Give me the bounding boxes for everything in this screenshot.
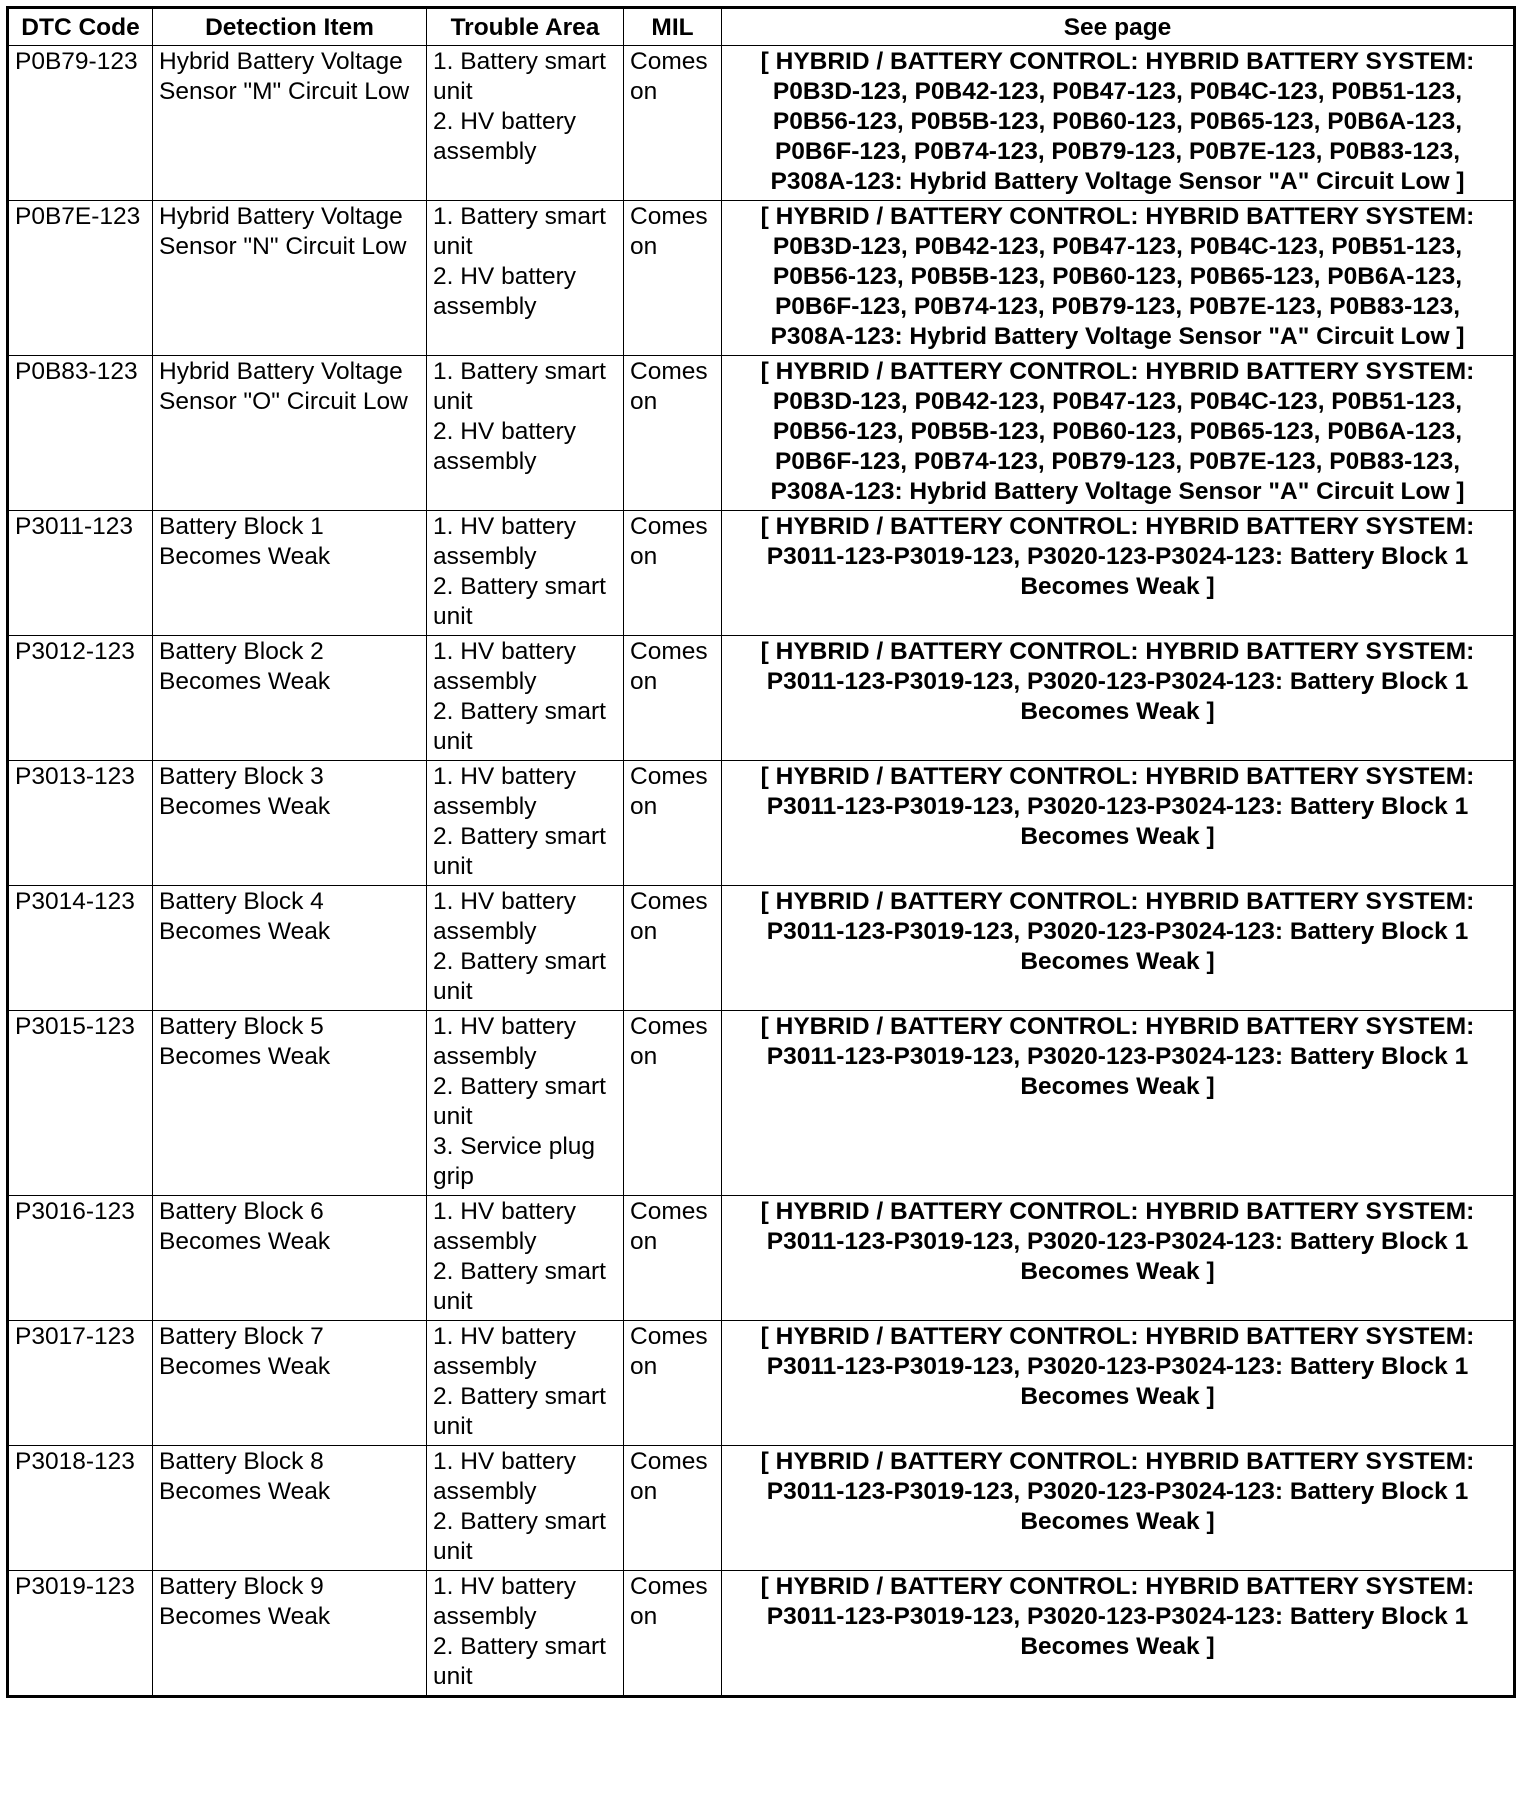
header-see-page: See page <box>722 8 1515 46</box>
trouble-area-item: 1. HV battery assembly <box>433 1448 576 1505</box>
trouble-area-cell <box>427 1196 624 1321</box>
see-page-cell: [ HYBRID / BATTERY CONTROL: HYBRID BATTERY SYSTEM: P0B3D-123, P0B42-123, P0B47-123, P0B4C-123, P0B51-123, P0B56-123, P0B5B-123, P0B60-123, P0B65-123, P0B6A-123, P0B6F-123, P0B74-123, P0B79-123, P0B7E-123, P0B83-123, P308A-123: Hybrid Battery Voltage Sensor "A" Circuit Low ] <box>722 356 1515 511</box>
detection-item-cell: Battery Block 5 Becomes Weak <box>153 1011 427 1196</box>
mil-cell: Comes on <box>624 201 722 356</box>
detection-item-cell: Battery Block 8 Becomes Weak <box>153 1446 427 1571</box>
trouble-area-cell <box>427 46 624 201</box>
trouble-area-item: 2. Battery smart unit <box>433 1633 606 1690</box>
mil-cell: Comes on <box>624 1321 722 1446</box>
table-row <box>8 886 1515 1011</box>
dtc-code-cell: P0B79-123 <box>8 46 153 201</box>
table-row <box>8 511 1515 636</box>
detection-item-cell: Battery Block 9 Becomes Weak <box>153 1571 427 1697</box>
trouble-area-item: 2. Battery smart unit <box>433 823 606 880</box>
header-detection-item: Detection Item <box>153 8 427 46</box>
trouble-area-item: 1. HV battery assembly <box>433 1573 576 1630</box>
trouble-area-item: 3. Service plug grip <box>433 1133 596 1190</box>
dtc-code-cell: P0B83-123 <box>8 356 153 511</box>
trouble-area-item: 2. Battery smart unit <box>433 573 606 630</box>
trouble-area-cell <box>427 511 624 636</box>
trouble-area-item: 2. Battery smart unit <box>433 1508 606 1565</box>
see-page-cell: [ HYBRID / BATTERY CONTROL: HYBRID BATTERY SYSTEM: P3011-123-P3019-123, P3020-123-P3024-123: Battery Block 1 Becomes Weak ] <box>722 1571 1515 1697</box>
dtc-code-cell: P3014-123 <box>8 886 153 1011</box>
dtc-table-container <box>6 6 1513 1698</box>
table-row <box>8 356 1515 511</box>
trouble-area-item: 1. HV battery assembly <box>433 1323 576 1380</box>
table-row <box>8 1011 1515 1196</box>
trouble-area-cell <box>427 1011 624 1196</box>
mil-cell: Comes on <box>624 1446 722 1571</box>
trouble-area-cell <box>427 1571 624 1697</box>
trouble-area-item: 2. Battery smart unit <box>433 1383 606 1440</box>
table-row <box>8 1571 1515 1697</box>
header-trouble-area: Trouble Area <box>427 8 624 46</box>
dtc-code-cell: P3016-123 <box>8 1196 153 1321</box>
detection-item-cell: Battery Block 4 Becomes Weak <box>153 886 427 1011</box>
table-row <box>8 46 1515 201</box>
trouble-area-cell <box>427 1446 624 1571</box>
trouble-area-item: 1. Battery smart unit <box>433 48 606 105</box>
header-mil: MIL <box>624 8 722 46</box>
see-page-cell: [ HYBRID / BATTERY CONTROL: HYBRID BATTERY SYSTEM: P3011-123-P3019-123, P3020-123-P3024-123: Battery Block 1 Becomes Weak ] <box>722 636 1515 761</box>
header-dtc-code: DTC Code <box>8 8 153 46</box>
detection-item-cell: Battery Block 6 Becomes Weak <box>153 1196 427 1321</box>
dtc-table <box>6 6 1516 1698</box>
mil-cell: Comes on <box>624 356 722 511</box>
mil-cell: Comes on <box>624 511 722 636</box>
dtc-code-cell: P3012-123 <box>8 636 153 761</box>
trouble-area-item: 2. Battery smart unit <box>433 698 606 755</box>
detection-item-cell: Hybrid Battery Voltage Sensor "O" Circuit Low <box>153 356 427 511</box>
mil-cell: Comes on <box>624 636 722 761</box>
trouble-area-item: 1. HV battery assembly <box>433 513 576 570</box>
trouble-area-item: 1. HV battery assembly <box>433 1198 576 1255</box>
see-page-cell: [ HYBRID / BATTERY CONTROL: HYBRID BATTERY SYSTEM: P0B3D-123, P0B42-123, P0B47-123, P0B4C-123, P0B51-123, P0B56-123, P0B5B-123, P0B60-123, P0B65-123, P0B6A-123, P0B6F-123, P0B74-123, P0B79-123, P0B7E-123, P0B83-123, P308A-123: Hybrid Battery Voltage Sensor "A" Circuit Low ] <box>722 201 1515 356</box>
see-page-cell: [ HYBRID / BATTERY CONTROL: HYBRID BATTERY SYSTEM: P3011-123-P3019-123, P3020-123-P3024-123: Battery Block 1 Becomes Weak ] <box>722 511 1515 636</box>
trouble-area-item: 2. Battery smart unit <box>433 1258 606 1315</box>
dtc-code-cell: P3018-123 <box>8 1446 153 1571</box>
table-row <box>8 1321 1515 1446</box>
dtc-code-cell: P3019-123 <box>8 1571 153 1697</box>
trouble-area-item: 1. HV battery assembly <box>433 763 576 820</box>
dtc-code-cell: P0B7E-123 <box>8 201 153 356</box>
mil-cell: Comes on <box>624 761 722 886</box>
table-row <box>8 636 1515 761</box>
trouble-area-item: 1. Battery smart unit <box>433 358 606 415</box>
trouble-area-cell <box>427 1321 624 1446</box>
dtc-code-cell: P3017-123 <box>8 1321 153 1446</box>
dtc-code-cell: P3011-123 <box>8 511 153 636</box>
dtc-code-cell: P3015-123 <box>8 1011 153 1196</box>
see-page-cell: [ HYBRID / BATTERY CONTROL: HYBRID BATTERY SYSTEM: P3011-123-P3019-123, P3020-123-P3024-123: Battery Block 1 Becomes Weak ] <box>722 1321 1515 1446</box>
see-page-cell: [ HYBRID / BATTERY CONTROL: HYBRID BATTERY SYSTEM: P3011-123-P3019-123, P3020-123-P3024-123: Battery Block 1 Becomes Weak ] <box>722 1196 1515 1321</box>
detection-item-cell: Battery Block 1 Becomes Weak <box>153 511 427 636</box>
trouble-area-item: 2. HV battery assembly <box>433 263 576 320</box>
detection-item-cell: Battery Block 7 Becomes Weak <box>153 1321 427 1446</box>
detection-item-cell: Battery Block 3 Becomes Weak <box>153 761 427 886</box>
trouble-area-item: 2. Battery smart unit <box>433 948 606 1005</box>
table-row <box>8 1446 1515 1571</box>
trouble-area-cell <box>427 636 624 761</box>
detection-item-cell: Hybrid Battery Voltage Sensor "M" Circuit Low <box>153 46 427 201</box>
table-row <box>8 1196 1515 1321</box>
table-body <box>8 46 1515 1697</box>
table-row <box>8 201 1515 356</box>
mil-cell: Comes on <box>624 1196 722 1321</box>
mil-cell: Comes on <box>624 886 722 1011</box>
trouble-area-cell <box>427 761 624 886</box>
table-header-row <box>8 8 1515 46</box>
trouble-area-item: 2. Battery smart unit <box>433 1073 606 1130</box>
trouble-area-item: 2. HV battery assembly <box>433 418 576 475</box>
see-page-cell: [ HYBRID / BATTERY CONTROL: HYBRID BATTERY SYSTEM: P3011-123-P3019-123, P3020-123-P3024-123: Battery Block 1 Becomes Weak ] <box>722 886 1515 1011</box>
see-page-cell: [ HYBRID / BATTERY CONTROL: HYBRID BATTERY SYSTEM: P0B3D-123, P0B42-123, P0B47-123, P0B4C-123, P0B51-123, P0B56-123, P0B5B-123, P0B60-123, P0B65-123, P0B6A-123, P0B6F-123, P0B74-123, P0B79-123, P0B7E-123, P0B83-123, P308A-123: Hybrid Battery Voltage Sensor "A" Circuit Low ] <box>722 46 1515 201</box>
dtc-code-cell: P3013-123 <box>8 761 153 886</box>
mil-cell: Comes on <box>624 1011 722 1196</box>
trouble-area-cell <box>427 201 624 356</box>
trouble-area-item: 1. HV battery assembly <box>433 888 576 945</box>
trouble-area-item: 1. HV battery assembly <box>433 1013 576 1070</box>
see-page-cell: [ HYBRID / BATTERY CONTROL: HYBRID BATTERY SYSTEM: P3011-123-P3019-123, P3020-123-P3024-123: Battery Block 1 Becomes Weak ] <box>722 761 1515 886</box>
trouble-area-item: 1. HV battery assembly <box>433 638 576 695</box>
see-page-cell: [ HYBRID / BATTERY CONTROL: HYBRID BATTERY SYSTEM: P3011-123-P3019-123, P3020-123-P3024-123: Battery Block 1 Becomes Weak ] <box>722 1446 1515 1571</box>
mil-cell: Comes on <box>624 46 722 201</box>
mil-cell: Comes on <box>624 1571 722 1697</box>
detection-item-cell: Hybrid Battery Voltage Sensor "N" Circuit Low <box>153 201 427 356</box>
trouble-area-item: 1. Battery smart unit <box>433 203 606 260</box>
see-page-cell: [ HYBRID / BATTERY CONTROL: HYBRID BATTERY SYSTEM: P3011-123-P3019-123, P3020-123-P3024-123: Battery Block 1 Becomes Weak ] <box>722 1011 1515 1196</box>
detection-item-cell: Battery Block 2 Becomes Weak <box>153 636 427 761</box>
trouble-area-cell <box>427 356 624 511</box>
trouble-area-item: 2. HV battery assembly <box>433 108 576 165</box>
table-row <box>8 761 1515 886</box>
trouble-area-cell <box>427 886 624 1011</box>
